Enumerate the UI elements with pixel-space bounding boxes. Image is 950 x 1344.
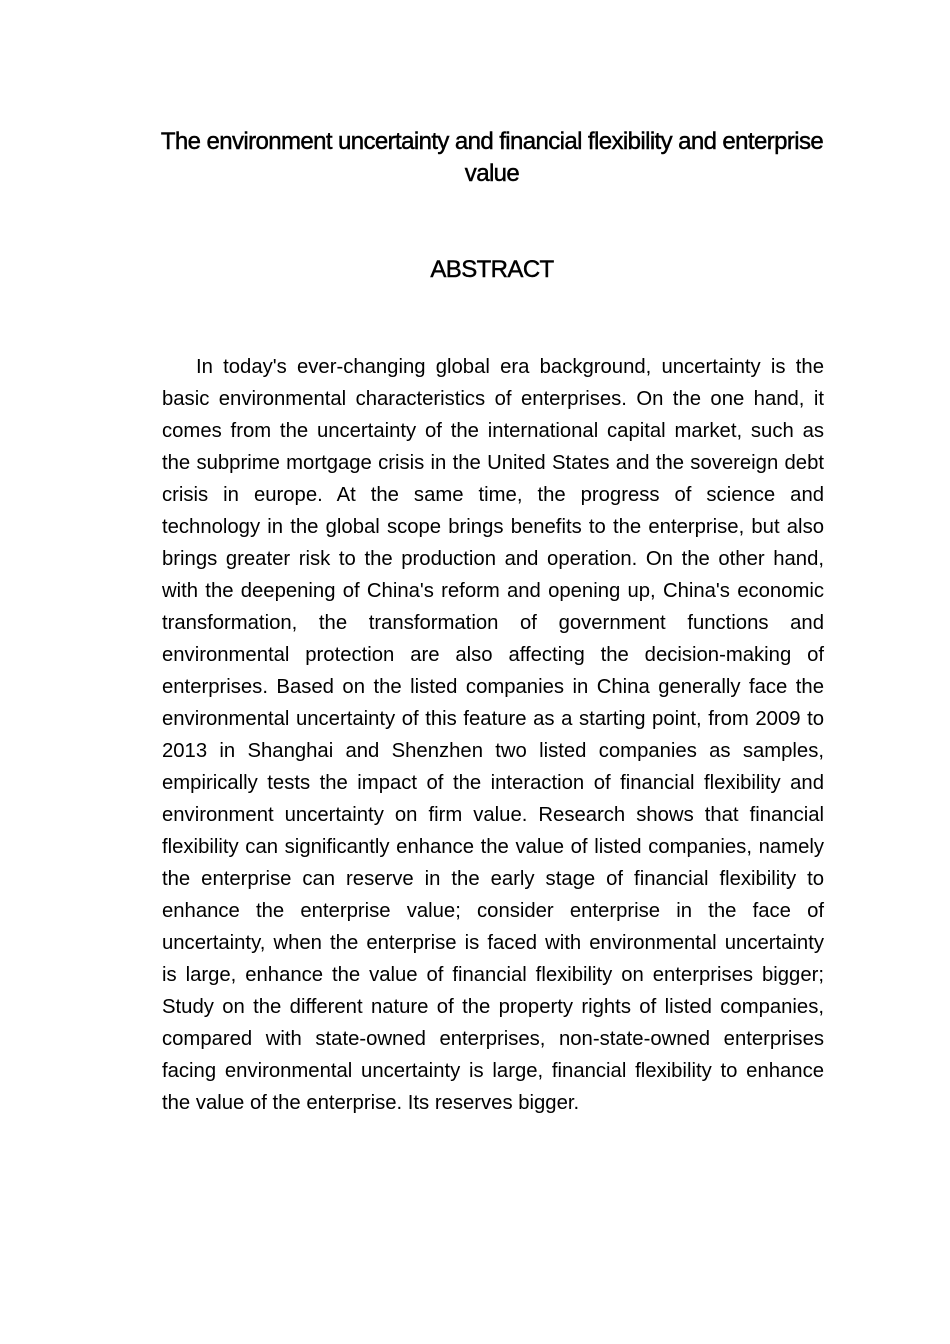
- abstract-paragraph: In today's ever-changing global era background, uncertainty is the basic environmental characteristics of enterprises. On the one hand, it comes from the uncertainty of the international capital market, such as the subprime mortgage crisis in the United States and the sovereign debt crisis in europe. At the same time, the progress of science and technology in the global scope brings benefits to the enterprise, but also brings greater risk to the production and operation. On the other hand, with the deepening of China's reform and opening up, China's economic transformation, the transformation of government functions and environmental protection are also affecting the decision-making of enterprises. Based on the listed companies in China generally face the environmental uncertainty of this feature as a starting point, from 2009 to 2013 in Shanghai and Shenzhen two listed companies as samples, empirically tests the impact of the interaction of financial flexibility and environment uncertainty on firm value. Research shows that financial flexibility can significantly enhance the value of listed companies, namely the enterprise can reserve in the early stage of financial flexibility to enhance the enterprise value; consider enterprise in the face of uncertainty, when the enterprise is faced with environmental uncertainty is large, enhance the value of financial flexibility on enterprises bigger; Study on the different nature of the property rights of listed companies, compared with state-owned enterprises, non-state-owned enterprises facing environmental uncertainty is large, financial flexibility to enhance the value of the enterprise. Its reserves bigger.: [162, 356, 824, 1114]
- abstract-heading: ABSTRACT: [430, 256, 554, 283]
- document-title: The environment uncertainty and financial flexibility and enterprise value: [160, 128, 824, 187]
